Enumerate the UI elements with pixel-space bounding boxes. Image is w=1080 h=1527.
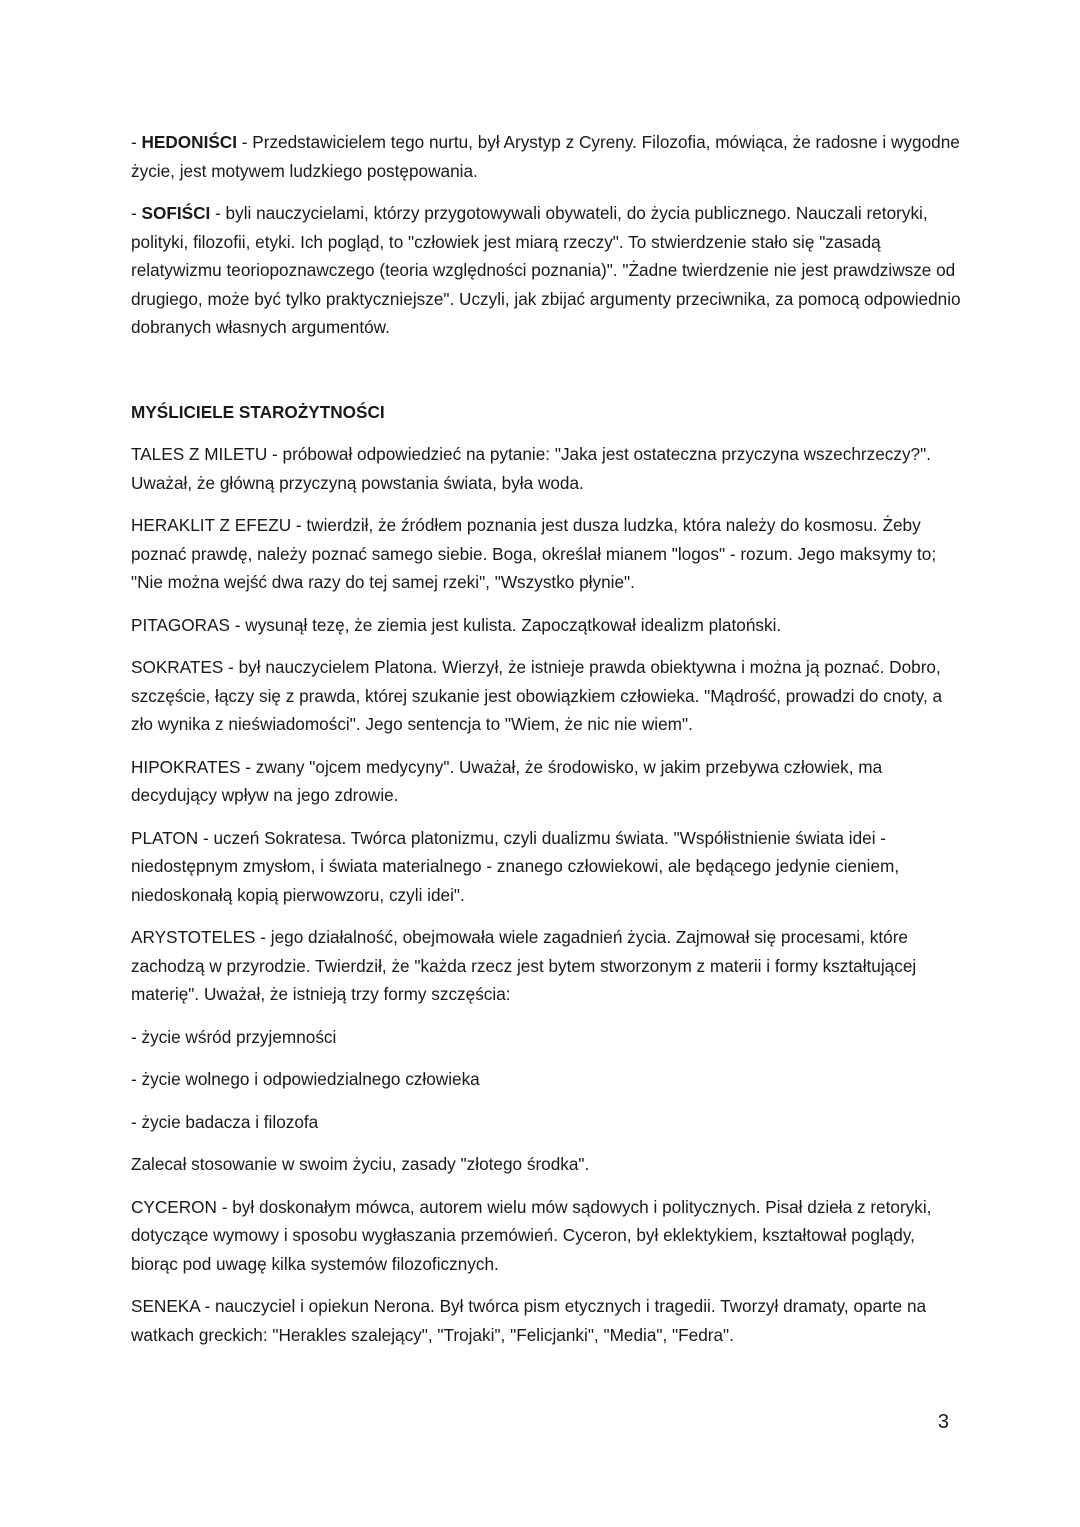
paragraph-arystoteles: ARYSTOTELES - jego działalność, obejmowała wiele zagadnień życia. Zajmował się procesami, które zachodzą w przyrodzie. Twierdził, że "każda rzecz jest bytem stworzonym z materii i formy kształtującej materię". Uważał, że istnieją trzy formy szczęścia: [131, 927, 917, 1004]
paragraph-cyceron: CYCERON - był doskonałym mówca, autorem wielu mów sądowych i politycznych. Pisał dzieła z retoryki, dotyczące wymowy i sposobu wygłaszania przemówień. Cyceron, był eklektykiem, kształtował poglądy, biorąc pod uwagę kilka systemów filozoficznych. [131, 1196, 932, 1274]
paragraph-platon: PLATON - uczeń Sokratesa. Twórca platonizmu, czyli dualizmu świata. "Współistnienie świata idei - niedostępnym zmysłom, i świata materialnego - znanego człowiekowi, ale będącego jedynie cieniem, niedoskonałą kopią pierwowzoru, czyli idei". [131, 827, 900, 905]
section-spacer [131, 356, 961, 398]
list-dash: - [131, 132, 142, 152]
term-hedonisci: HEDONIŚCI [141, 132, 237, 152]
paragraph-hedonisci [131, 128, 961, 185]
page-number: 3 [937, 1411, 949, 1433]
paragraph-hipokrates: HIPOKRATES - zwany "ojcem medycyny". Uważał, że środowisko, w jakim przebywa człowiek, ma decydujący wpływ na jego zdrowie. [131, 756, 883, 805]
paragraph-tales: TALES Z MILETU - próbował odpowiedzieć na pytanie: "Jaka jest ostateczna przyczyna wszechrzeczy?". Uważał, że główną przyczyną powstania świata, była woda. [131, 444, 931, 493]
paragraph-pitagoras: PITAGORAS - wysunął tezę, że ziemia jest kulista. Zapoczątkował idealizm platoński. [131, 614, 782, 635]
list-item-happiness-3: - życie badacza i filozofa [131, 1111, 319, 1132]
document-page [131, 128, 961, 1363]
paragraph-sofisci [131, 199, 961, 342]
list-dash: - [131, 203, 142, 223]
term-sofisci: SOFIŚCI [141, 203, 211, 223]
paragraph-seneka: SENEKA - nauczyciel i opiekun Nerona. Był twórca pism etycznych i tragedii. Tworzył dramaty, oparte na watkach greckich: "Herakles szalejący", "Trojaki", "Felicjanki", "Media", "Fedra". [131, 1296, 927, 1345]
paragraph-heraklit: HERAKLIT Z EFEZU - twierdził, że źródłem poznania jest dusza ludzka, która należy do kosmosu. Żeby poznać prawdę, należy poznać samego siebie. Boga, określał mianem "logos" - rozum. Jego maksymy to; "Nie można wejść dwa razy do tej samej rzeki", "Wszystko płynie". [131, 515, 937, 592]
definition-sofisci: - byli nauczycielami, którzy przygotowywali obywateli, do życia publicznego. Nauczali retoryki, polityki, filozofii, etyki. Ich pogląd, to "człowiek jest miarą rzeczy". To stwierdzenie stało się "zasadą relatywizmu teoriopoznawczego (teoria względności poznania)". "Żadne twierdzenie nie jest prawdziwsze od drugiego, może być tylko praktyczniejsze". Uczyli, jak zbijać argumenty przeciwnika, za pomocą odpowiednio dobranych własnych argumentów. [131, 203, 961, 337]
section-heading: MYŚLICIELE STAROŻYTNOŚCI [131, 401, 385, 422]
definition-hedonisci: - Przedstawicielem tego nurtu, był Arystyp z Cyreny. Filozofia, mówiąca, że radosne i wygodne życie, jest motywem ludzkiego postępowania. [131, 132, 960, 181]
paragraph-sokrates: SOKRATES - był nauczycielem Platona. Wierzył, że istnieje prawda obiektywna i można ją poznać. Dobro, szczęście, łączy się z prawda, której szukanie jest obowiązkiem człowieka. "Mądrość, prowadzi do cnoty, a zło wynika z nieświadomości". Jego sentencja to "Wiem, że nic nie wiem". [131, 657, 943, 734]
paragraph-zloty-srodek: Zalecał stosowanie w swoim życiu, zasady "złotego środka". [131, 1154, 590, 1174]
list-item-happiness-1: - życie wśród przyjemności [131, 1026, 337, 1047]
list-item-happiness-2: - życie wolnego i odpowiedzialnego człowieka [131, 1069, 480, 1089]
